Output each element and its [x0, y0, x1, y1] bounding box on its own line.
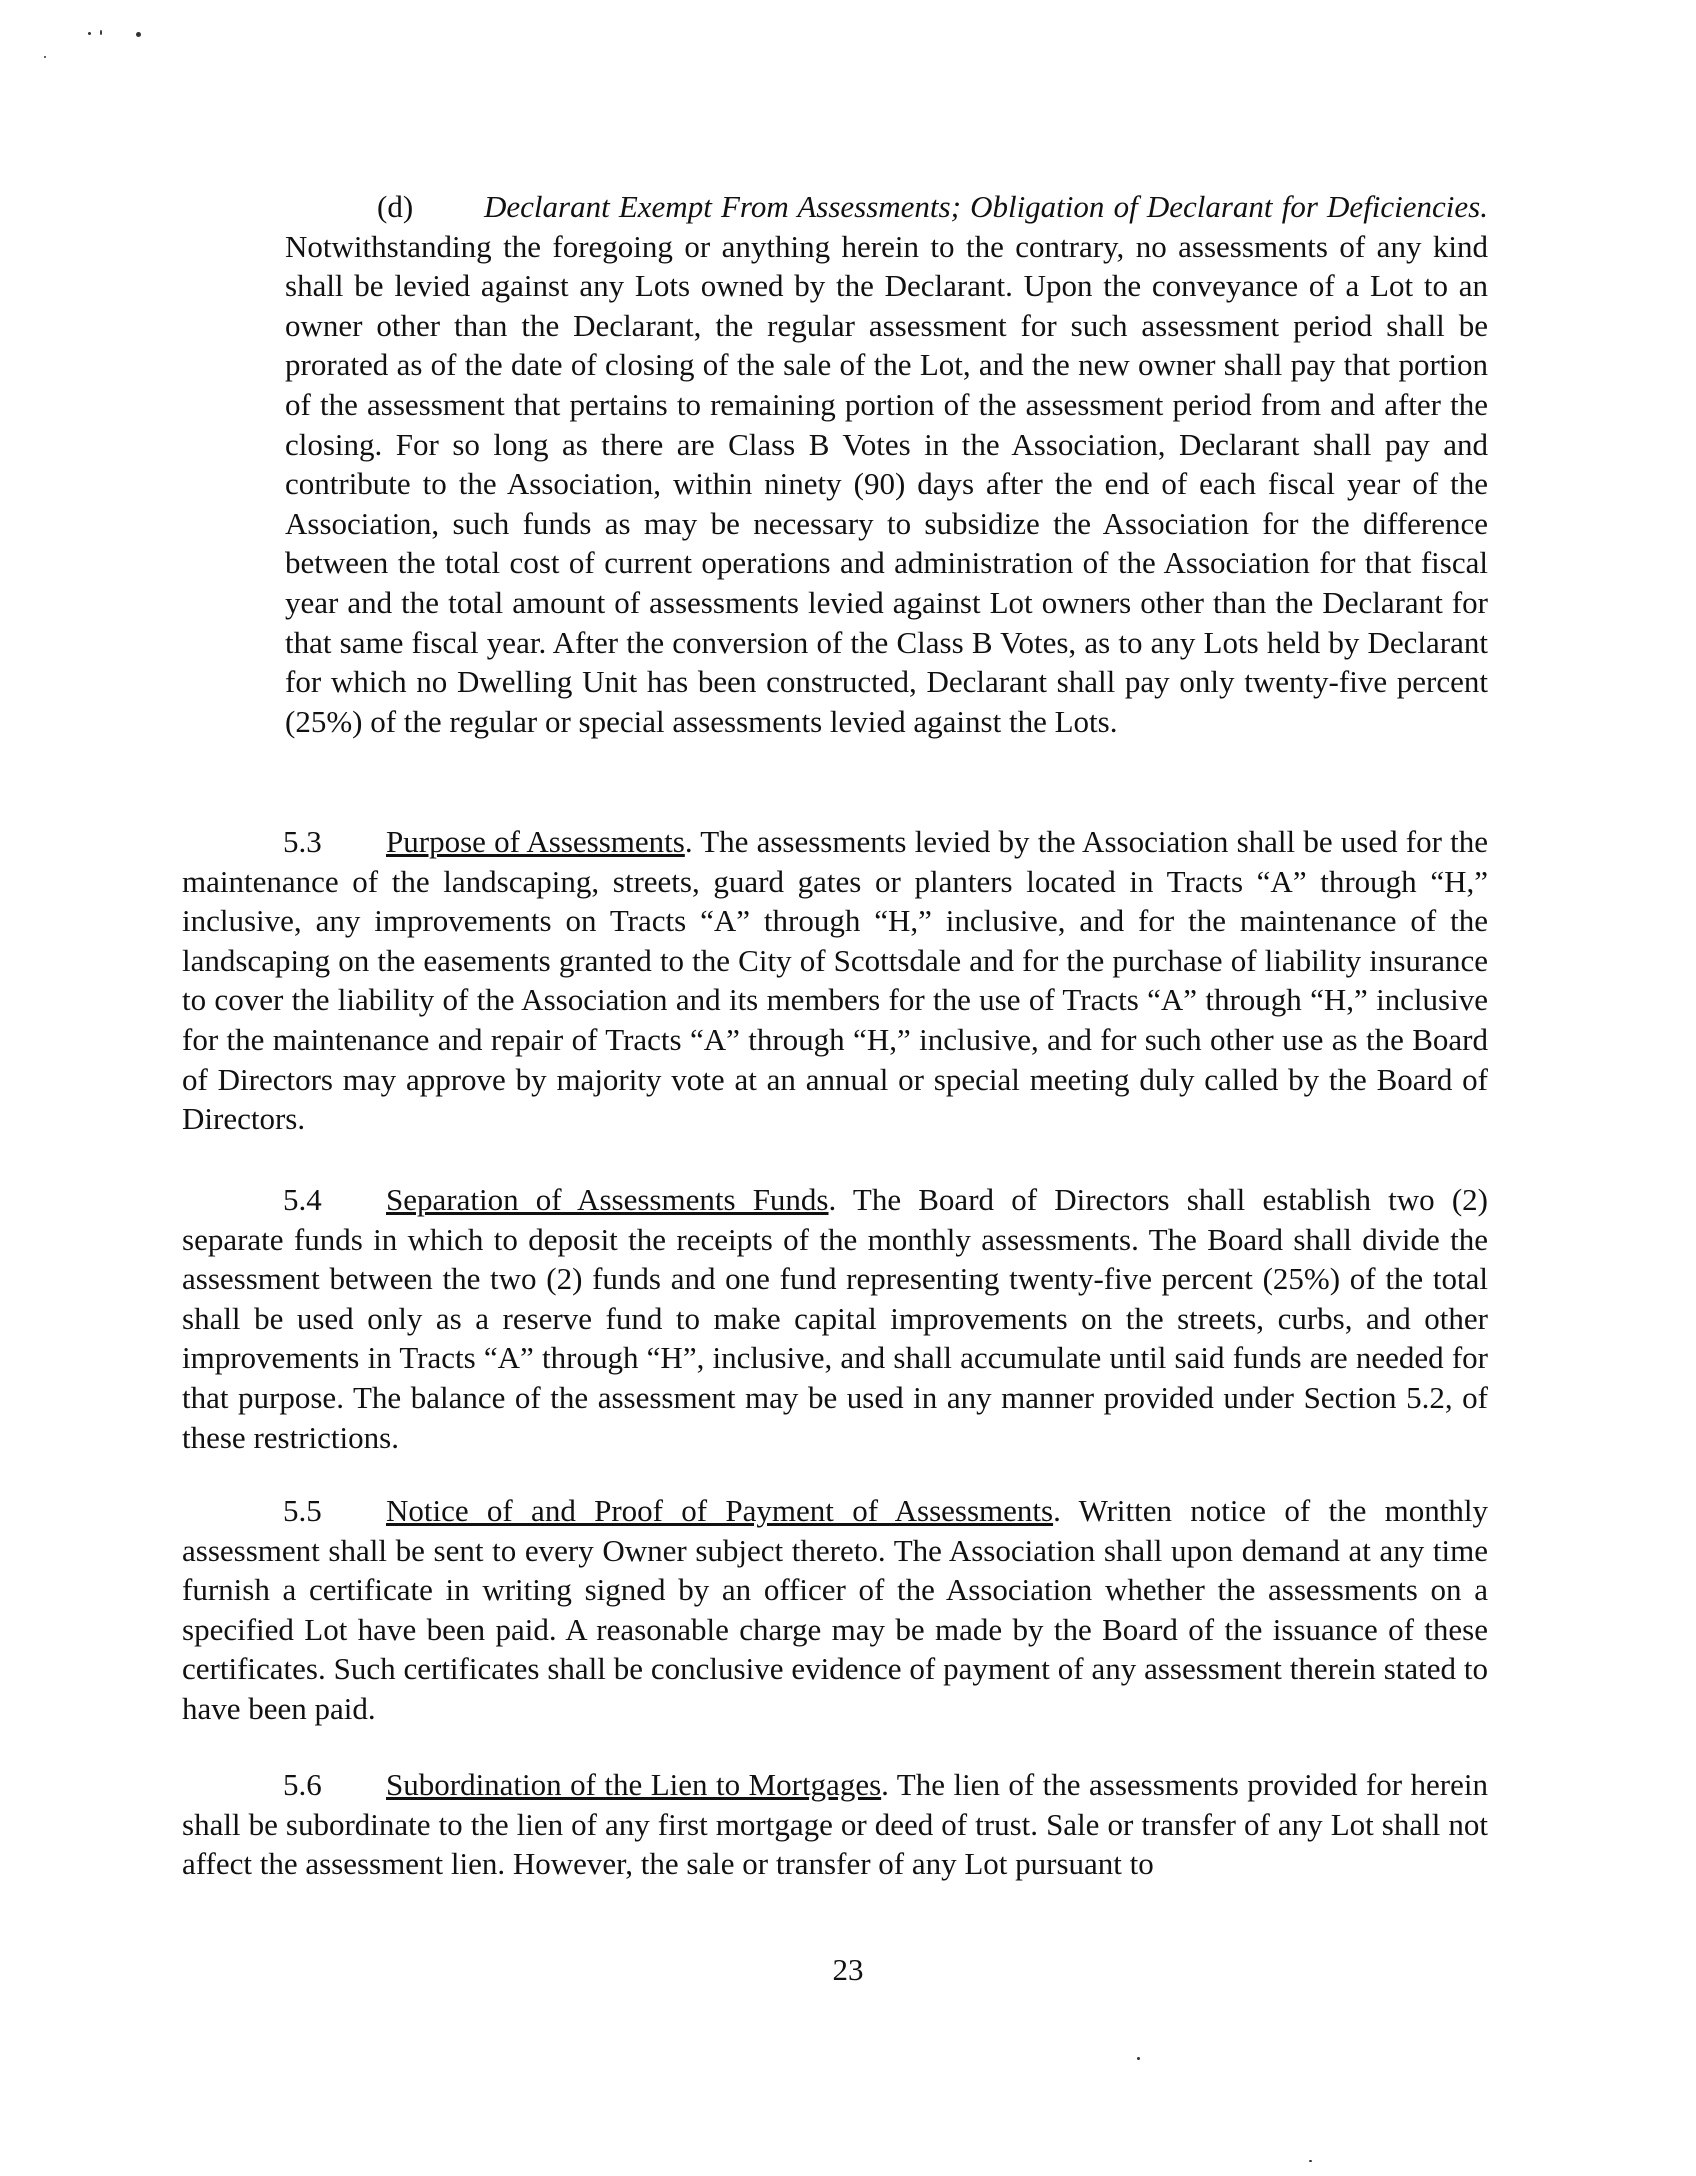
section-d — [285, 187, 1488, 741]
scan-speck — [100, 30, 102, 35]
scan-speck — [1137, 2057, 1140, 2060]
section-body: . The assessments levied by the Association shall be used for the maintenance of the landscaping, streets, guard gates or planters located in Tracts “A” through “H,” inclusive, any improvements on Tracts “A” through “H,” inclusive, and for the maintenance of the landscaping on the easements granted to the City of Scottsdale and for the purchase of liability insurance to cover the liability of the Association and its members for the use of Tracts “A” through “H,” inclusive for the maintenance and repair of Tracts “A” through “H,” inclusive, and for such other use as the Board of Directors may approve by majority vote at an annual or special meeting duly called by the Board of Directors. — [182, 824, 1489, 1137]
section-5-3 — [182, 822, 1488, 1139]
section-body: . The Board of Directors shall establish two (2) separate funds in which to deposit the receipts of the monthly assessments. The Board shall divide the assessment between the two (2) funds and one fund representing twenty-five percent (25%) of the total shall be used only as a reserve fund to make capital improvements on the streets, curbs, and other improvements in Tracts “A” through “H”, inclusive, and shall accumulate until said funds are needed for that purpose. The balance of the assessment may be used in any manner provided under Section 5.2, of these restrictions. — [182, 1182, 1488, 1455]
scan-speck — [88, 32, 91, 35]
scan-speck — [44, 56, 46, 58]
scan-speck — [1309, 2160, 1312, 2162]
section-5-5 — [182, 1491, 1488, 1729]
section-heading: Declarant Exempt From Assessments; Obligation of Declarant for Deficiencies. — [484, 189, 1488, 224]
section-number: 5.5 — [283, 1493, 322, 1528]
page-number: 23 — [832, 1952, 864, 1987]
section-number: 5.4 — [283, 1182, 322, 1217]
section-body: Notwithstanding the foregoing or anything herein to the contrary, no assessments of any kind shall be levied against any Lots owned by the Declarant. Upon the conveyance of a Lot to an owner other than the Declarant, the regular assessment for such assessment period shall be prorated as of the date of closing of the sale of the Lot, and the new owner shall pay that portion of the assessment that pertains to remaining portion of the assessment period from and after the closing. For so long as there are Class B Votes in the Association, Declarant shall pay and contribute to the Association, within ninety (90) days after the end of each fiscal year of the Association, such funds as may be necessary to subsidize the Association for the difference between the total cost of current operations and administration of the Association for that fiscal year and the total amount of assessments levied against Lot owners other than the Declarant for that same fiscal year. After the conversion of the Class B Votes, as to any Lots held by Declarant for which no Dwelling Unit has been constructed, Declarant shall pay only twenty-five percent (25%) of the regular or special assessments levied against the Lots. — [285, 228, 1488, 739]
section-body: . Written notice of the monthly assessment shall be sent to every Owner subject thereto. The Association shall upon demand at any time furnish a certificate in writing signed by an officer of the Association whether the assessments on a specified Lot have been paid. A reasonable charge may be made by the Board of the issuance of these certificates. Such certificates shall be conclusive evidence of payment of any assessment therein stated to have been paid. — [182, 1493, 1488, 1726]
section-heading: Notice of and Proof of Payment of Assessments — [386, 1493, 1054, 1528]
section-number: 5.6 — [283, 1767, 322, 1802]
section-number: (d) — [377, 189, 414, 224]
scan-speck — [136, 32, 141, 37]
section-5-4 — [182, 1180, 1488, 1457]
section-heading: Purpose of Assessments — [386, 824, 685, 859]
section-number: 5.3 — [283, 824, 322, 859]
section-5-6 — [182, 1765, 1488, 1884]
section-heading: Subordination of the Lien to Mortgages — [386, 1767, 882, 1802]
section-body: . The lien of the assessments provided for herein shall be subordinate to the lien of any first mortgage or deed of trust. Sale or transfer of any Lot shall not affect the assessment lien. However, the sale or transfer of any Lot pursuant to — [182, 1767, 1488, 1882]
section-heading: Separation of Assessments Funds — [386, 1182, 829, 1217]
